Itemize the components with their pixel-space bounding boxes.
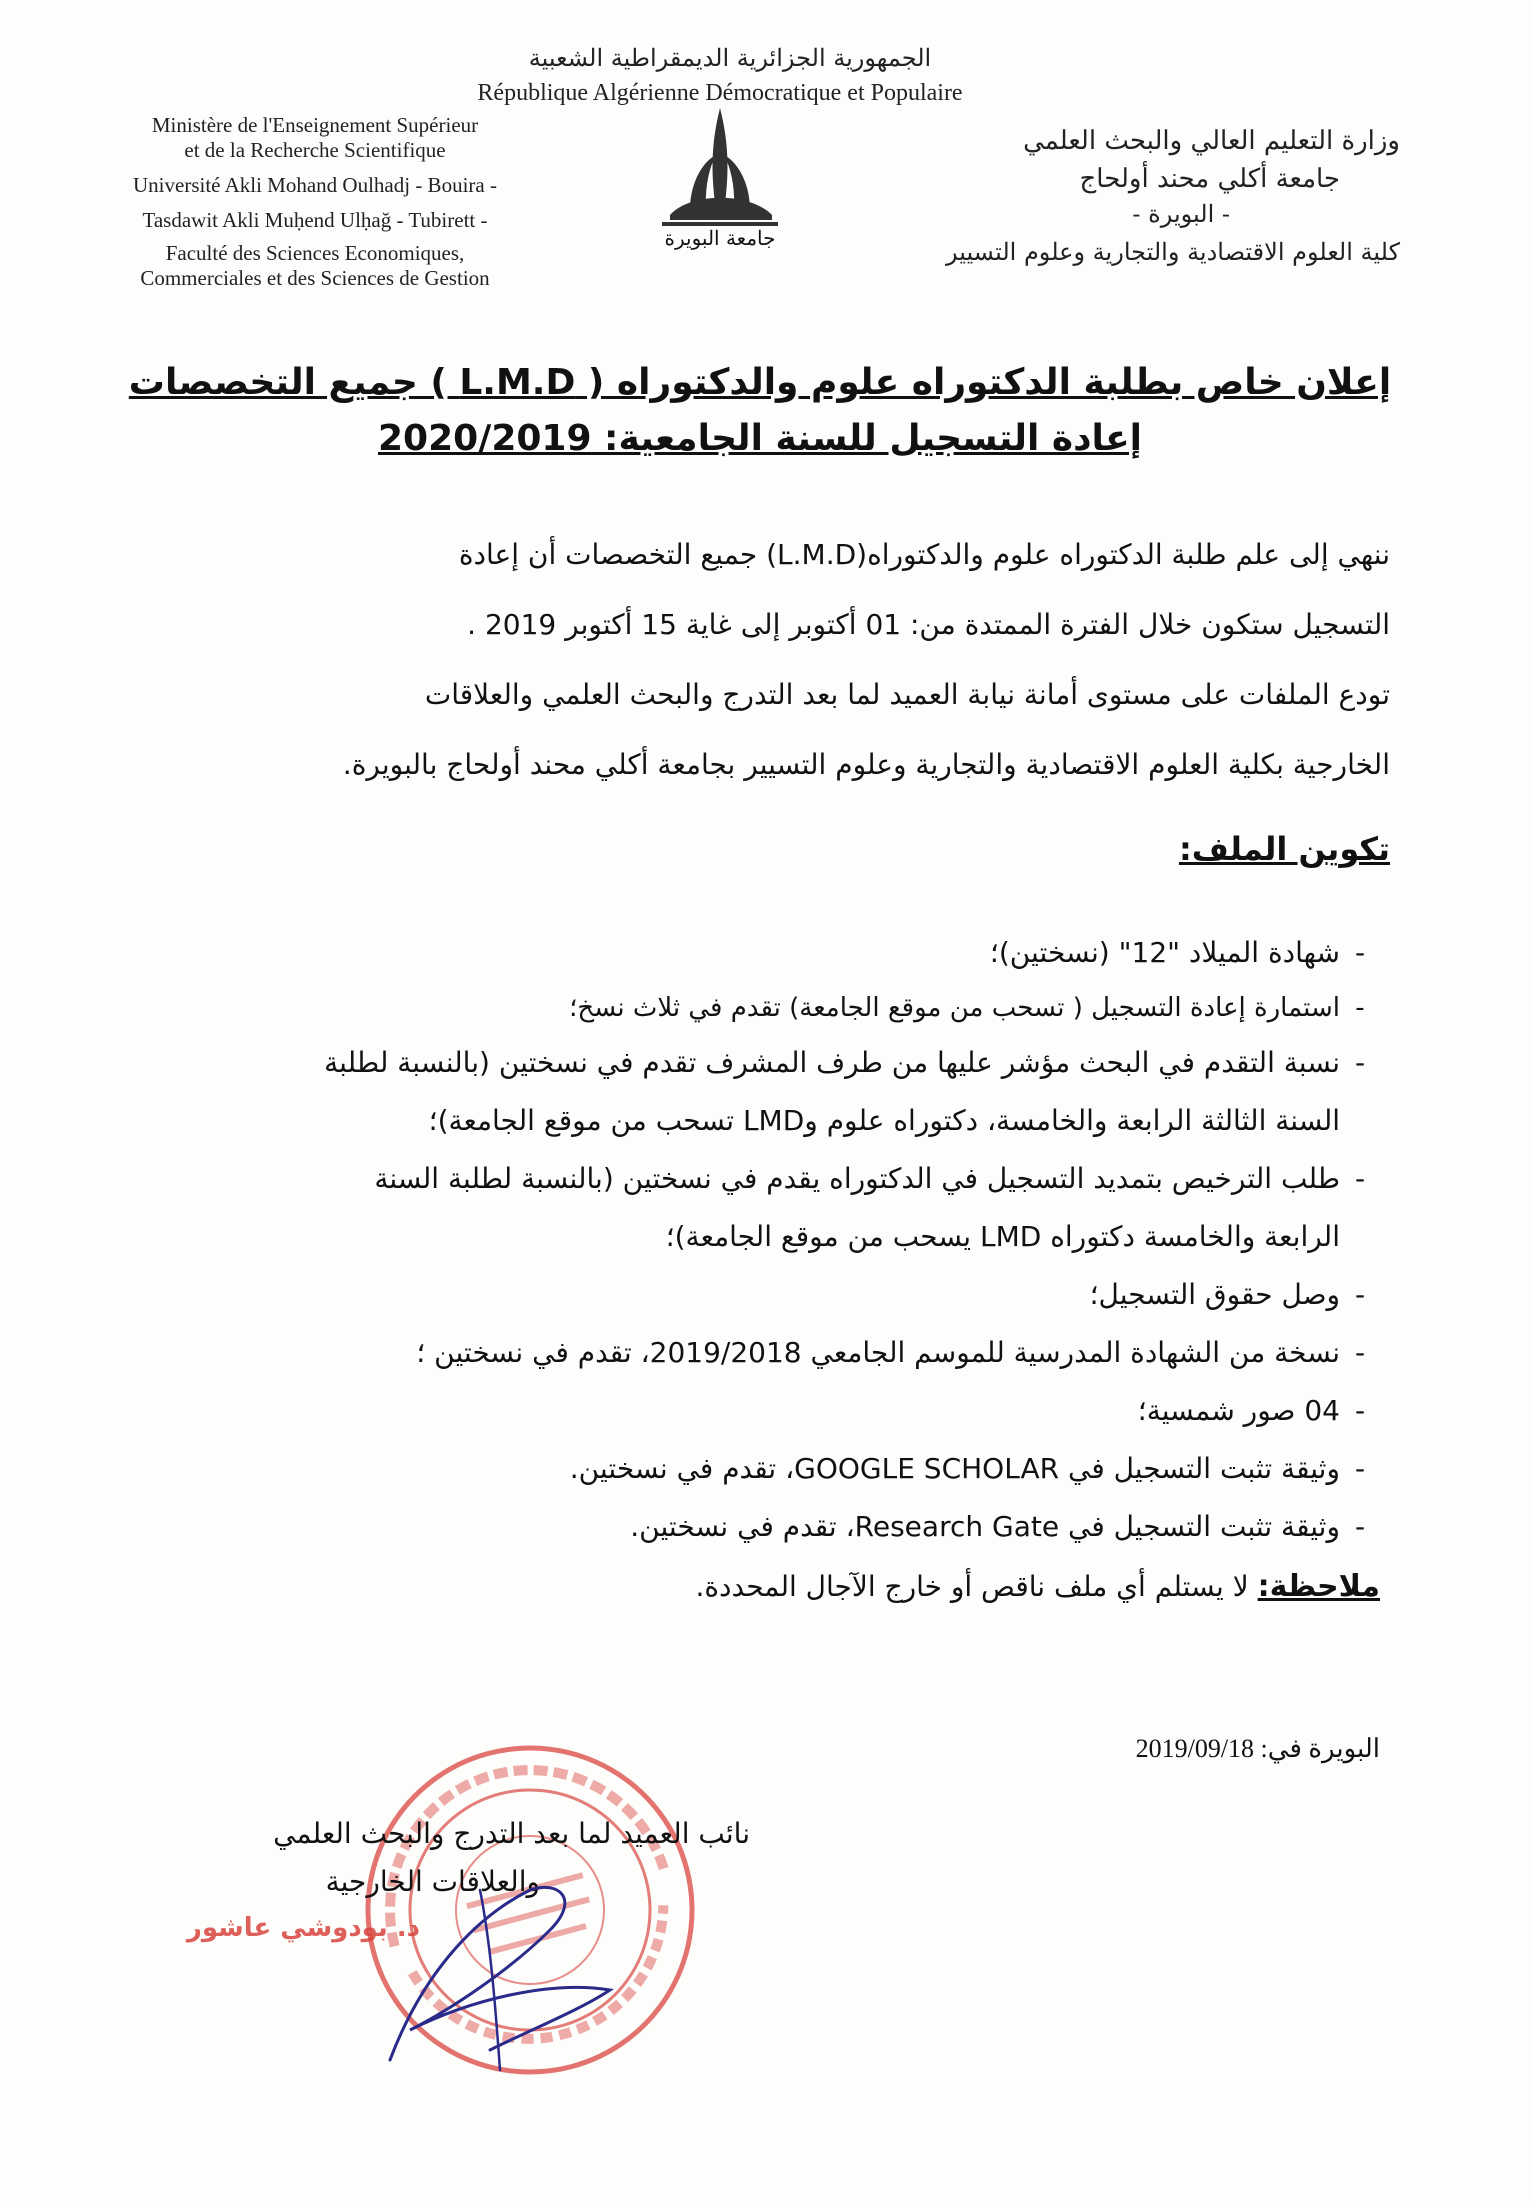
header-ar-republic: الجمهورية الجزائرية الديمقراطية الشعبية — [528, 44, 932, 72]
list-item — [80, 1266, 1380, 1324]
list-item-continuation: الرابعة والخامسة دكتوراه LMD يسحب من موقع الجامعة)؛ — [665, 1220, 1340, 1253]
list-item-text: نسبة التقدم في البحث مؤشر عليها من طرف المشرف تقدم في نسختين (بالنسبة لطلبة — [324, 1046, 1340, 1079]
fr-ministry-1: Ministère de l'Enseignement Supérieur — [151, 113, 479, 137]
list-item-text: استمارة إعادة التسجيل ( تسحب من موقع الجامعة) تقدم في ثلاث نسخ؛ — [569, 993, 1340, 1023]
list-item-continuation: السنة الثالثة الرابعة والخامسة، دكتوراه علوم وLMD تسحب من موقع الجامعة)؛ — [428, 1104, 1340, 1137]
list-item — [80, 1324, 1380, 1382]
logo-caption: جامعة البويرة — [664, 226, 776, 250]
fr-university: Université Akli Mohand Oulhadj - Bouira - — [133, 173, 497, 198]
list-item-text: نسخة من الشهادة المدرسية للموسم الجامعي 2019/2018، تقدم في نسختين ؛ — [416, 1336, 1340, 1369]
announcement-title: إعلان خاص بطلبة الدكتوراه علوم والدكتوراه ( L.M.D ) جميع التخصصات — [128, 362, 1392, 403]
dash-bullet: - — [1355, 993, 1365, 1023]
dash-bullet: - — [1354, 1046, 1366, 1079]
list-item — [80, 982, 1380, 1034]
para2-line1: تودع الملفات على مستوى أمانة نيابة العميد لما بعد التدرج والبحث العلمي والعلاقات — [424, 678, 1390, 711]
list-item — [80, 924, 1380, 982]
header-fr-republic: République Algérienne Démocratique et Populaire — [477, 80, 963, 106]
list-item-text: 04 صور شمسية؛ — [1137, 1394, 1340, 1427]
list-item-text: وثيقة تثبت التسجيل في Research Gate، تقدم في نسختين. — [630, 1510, 1340, 1543]
list-item-text: وصل حقوق التسجيل؛ — [1089, 1278, 1340, 1311]
file-contents-heading: تكوين الملف: — [1178, 830, 1390, 868]
header-ar-right — [860, 126, 1400, 266]
ar-ministry: وزارة التعليم العالي والبحث العلمي — [1023, 126, 1400, 156]
list-item — [80, 1034, 1380, 1092]
header-fr-left — [40, 114, 590, 291]
intro-paragraphs — [90, 520, 1390, 800]
list-item — [80, 1498, 1380, 1556]
handwritten-signature — [330, 1860, 650, 2080]
para1-line2: التسجيل ستكون خلال الفترة الممتدة من: 01 أكتوبر إلى غاية 15 أكتوبر 2019 . — [467, 608, 1390, 641]
dash-bullet: - — [1354, 1162, 1366, 1195]
para1-line1: ننهي إلى علم طلبة الدكتوراه علوم والدكتوراه(L.M.D) جميع التخصصات أن إعادة — [458, 538, 1390, 571]
ar-city: - البويرة - — [1132, 200, 1230, 228]
note-label: ملاحظة: — [1257, 1569, 1380, 1604]
dash-bullet: - — [1354, 1278, 1366, 1311]
dash-bullet: - — [1354, 1394, 1366, 1427]
stamp-name: د. بودوشي عاشور — [186, 1913, 420, 1943]
para2-line2: الخارجية بكلية العلوم الاقتصادية والتجارية وعلوم التسيير بجامعة أكلي محند أولحاج بالبويرة. — [342, 748, 1390, 781]
dash-bullet: - — [1354, 1336, 1366, 1369]
fr-faculty-1: Faculté des Sciences Economiques, — [165, 241, 465, 266]
fr-university-berber: Tasdawit Akli Muḥend Ulḥağ - Tubirett - — [142, 208, 488, 233]
fr-ministry-2: et de la Recherche Scientifique — [184, 138, 446, 163]
signatory-title-line1: نائب العميد لما بعد التدرج والبحث العلمي — [273, 1817, 750, 1850]
dash-bullet: - — [1354, 1452, 1366, 1485]
signature-scribble-icon — [330, 1860, 650, 2080]
date-line: البويرة في: 2019/09/18 — [1135, 1734, 1380, 1763]
list-item-text: طلب الترخيص بتمديد التسجيل في الدكتوراه يقدم في نسختين (بالنسبة لطلبة السنة — [374, 1162, 1340, 1195]
signatory-title-line2: والعلاقات الخارجية — [325, 1865, 540, 1898]
announcement-subtitle: إعادة التسجيل للسنة الجامعية: 2020/2019 — [377, 418, 1143, 459]
list-item-text: وثيقة تثبت التسجيل في GOOGLE SCHOLAR، تقدم في نسختين. — [569, 1452, 1340, 1485]
fr-faculty-2: Commerciales et des Sciences de Gestion — [140, 266, 490, 291]
ar-university: جامعة أكلي محند أولحاج — [1079, 164, 1340, 194]
list-item-text: شهادة الميلاد "12" (نسختين)؛ — [989, 936, 1340, 969]
university-logo — [650, 100, 790, 250]
ar-faculty: كلية العلوم الاقتصادية والتجارية وعلوم التسيير — [945, 238, 1400, 266]
list-item — [80, 1150, 1380, 1208]
dash-bullet: - — [1354, 1510, 1366, 1543]
note — [80, 1558, 1380, 1616]
required-documents-list — [80, 924, 1380, 1616]
dash-bullet: - — [1354, 936, 1366, 969]
note-text: لا يستلم أي ملف ناقص أو خارج الآجال المحددة. — [695, 1570, 1258, 1603]
list-item — [80, 1440, 1380, 1498]
list-item — [80, 1382, 1380, 1440]
